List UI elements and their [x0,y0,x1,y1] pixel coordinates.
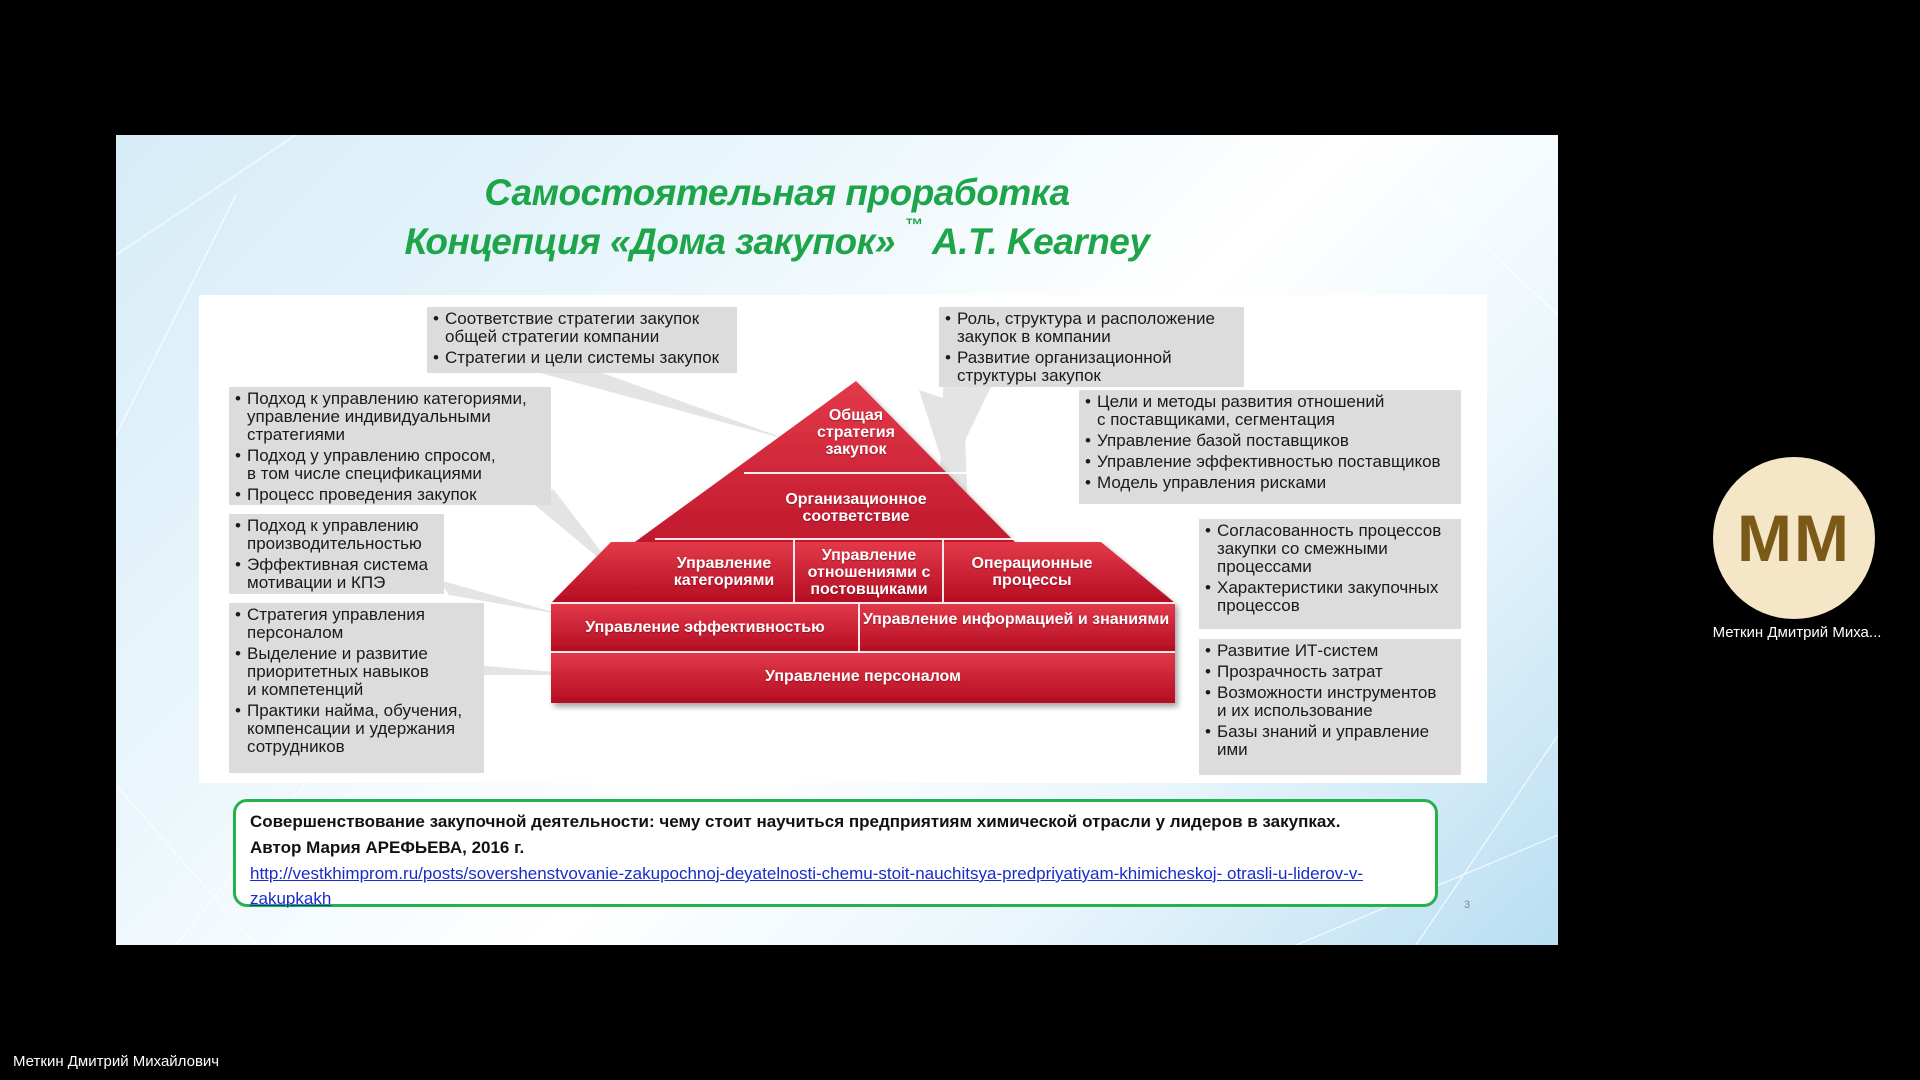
note-left-categories [229,387,551,505]
participant-name: Меткин Дмитрий Миха... [1712,624,1882,641]
trademark-mark: ™ [904,215,923,235]
note-item: • Модель управления рисками [1085,474,1455,492]
note-item: • Базы знаний и управление ими [1205,723,1455,759]
note-item: • Возможности инструментов и их использование [1205,684,1455,720]
note-item: • Соответствие стратегии закупок общей стратегии компании [433,310,731,346]
note-item: • Стратегии и цели системы закупок [433,349,731,367]
note-item: • Стратегия управления персоналом [235,606,478,642]
house-categories-label: Управление категориями [673,555,775,589]
note-item: • Развитие организационной структуры закупок [945,349,1238,385]
house-org-label: Организационное соответствие [785,491,927,525]
note-item: • Роль, структура и расположение закупок в компании [945,310,1238,346]
note-left-personnel [229,603,484,773]
note-item: • Согласованность процессов закупки со смежными процессами [1205,522,1455,576]
note-item: • Практики найма, обучения, компенсации и удержания сотрудников [235,702,478,756]
reference-link[interactable]: http://vestkhimprom.ru/posts/sovershenstvovanie-zakupochnoj-deyatelnosti-chemu-stoit-nauchitsya-predpriyatiyam-khimicheskoj- otrasli-u-liderov-v-zakupkakh [250,864,1364,908]
reference-author: Автор Мария АРЕФЬЕВА, 2016 г. [250,838,525,857]
note-item: • Эффективная система мотивации и КПЭ [235,556,438,592]
note-left-performance [229,514,444,594]
reference-box [233,799,1438,907]
note-item: • Цели и методы развития отношений с поставщиками, сегментация [1085,393,1455,429]
note-item: • Развитие ИТ-систем [1205,642,1455,660]
title-company: A.T. Kearney [932,221,1150,262]
note-item: • Управление базой поставщиков [1085,432,1455,450]
note-item: • Подход к управлению производительностью [235,517,438,553]
note-item: • Подход у управлению спросом, в том числе спецификациями [235,447,545,483]
house-diagram-panel [199,295,1487,783]
slide-title-line1: Самостоятельная проработка [484,172,1070,213]
note-item: • Процесс проведения закупок [235,486,545,504]
slide-title-line2 [116,215,1498,263]
house-efficiency-label: Управление эффективностью [585,619,825,636]
title-concept: Концепция «Дома закупок» [404,221,895,262]
note-right-suppliers [1079,390,1461,504]
house-info-label: Управление информацией и знаниями [862,611,1170,628]
house-personnel-label: Управление персоналом [765,668,961,685]
note-item: • Характеристики закупочных процессов [1205,579,1455,615]
note-item: • Управление эффективностью поставщиков [1085,453,1455,471]
house-relations-label: Управление отношениями с постовщиками [807,547,931,598]
participant-avatar[interactable]: MM [1713,457,1875,619]
note-right-it [1199,639,1461,775]
speaker-name-label: Меткин Дмитрий Михайлович [13,1053,220,1070]
note-top-center [427,307,737,373]
house-roof-label: Общая стратегия закупок [817,407,895,458]
note-item: • Выделение и развитие приоритетных навыков и компетенций [235,645,478,699]
note-item: • Прозрачность затрат [1205,663,1455,681]
reference-title: Совершенствование закупочной деятельности: чему стоит научиться предприятиям химической отрасли у лидеров в закупках. [250,812,1341,831]
note-item: • Подход к управлению категориями, управление индивидуальными стратегиями [235,390,545,444]
note-top-right [939,307,1244,387]
slide-page-number: 3 [1464,899,1471,911]
note-right-processes [1199,519,1461,629]
house-operations-label: Операционные процессы [971,555,1093,589]
shared-slide [116,135,1558,945]
